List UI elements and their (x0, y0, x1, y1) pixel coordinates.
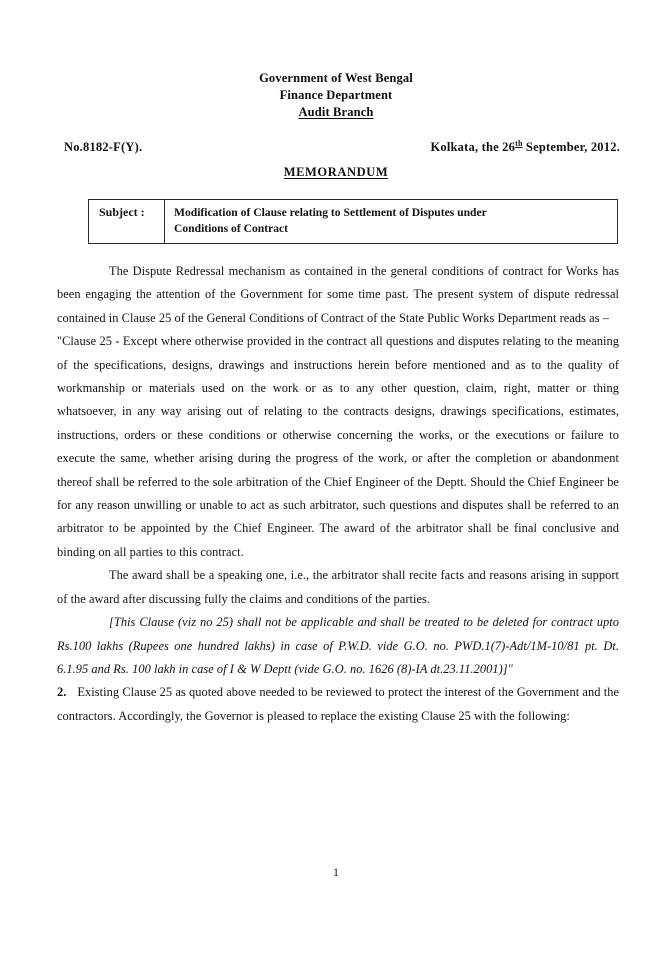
place-and-date (430, 140, 620, 155)
paragraph-item-2 (57, 681, 619, 728)
paragraph-speaking-award: The award shall be a speaking one, i.e., the arbitrator shall recite facts and reasons arising in support of the award after discussing fully the claims and conditions of the parties. (57, 568, 619, 606)
date-ordinal-suffix: th (515, 138, 523, 148)
subject-line-1: Modification of Clause relating to Settlement of Disputes under (174, 206, 487, 219)
paragraph-deletion-note: [This Clause (viz no 25) shall not be applicable and shall be treated to be deleted for contract upto Rs.100 lakhs (Rupees one hundred lakhs) in case of P.W.D. vide G.O. no. PWD.1(7)-Adt/1M-10/81 pt. Dt. 6.1.95 and Rs. 100 lakh in case of I & W Deptt (vide G.O. no. 1626 (8)-IA dt.23.11.2001)]" (57, 615, 619, 676)
place-date-suffix: September, 2012. (522, 140, 620, 154)
letterhead-department-line: Finance Department (279, 88, 393, 102)
paragraph-clause-25: "Clause 25 - Except where otherwise provided in the contract all questions and disputes relating to the meaning of the specifications, designs, drawings and instructions herein before mentioned and as to the quality of workmanship or materials used on the work or as to any other question, claim, right, matter or thing whatsoever, in any way arising out of relating to the contracts designs, drawings specifications, estimates, instructions, orders or these conditions or otherwise concerning the works, or the executions or failure to execute the same, whether arising during the progress of the work, or after the completion or abandonment thereof shall be referred to the sole arbitration of the Chief Engineer of the Deptt. Should the Chief Engineer be for any reason unwilling or unable to act as such arbitrator, such questions and disputes shall be referred to an arbitrator to be appointed by the Chief Engineer. The award of the arbitrator shall be final conclusive and binding on all parties to this contract. (57, 334, 619, 559)
item-2-number: 2. (57, 685, 67, 700)
paragraph-intro: The Dispute Redressal mechanism as contained in the general conditions of contract for Works has been engaging the attention of the Government for some time past. The present system of dispute redressal contained in Clause 25 of the General Conditions of Contract of the State Public Works Department reads as – (57, 264, 619, 325)
reference-row (64, 140, 620, 160)
letterhead (0, 70, 672, 121)
memorandum-heading: MEMORANDUM (283, 165, 389, 179)
page-number: 1 (333, 865, 339, 879)
place-date-prefix: Kolkata, the 26 (430, 140, 516, 154)
subject-text (165, 200, 617, 243)
subject-line-2: Conditions of Contract (174, 222, 289, 235)
letterhead-government-line: Government of West Bengal (259, 71, 413, 85)
letterhead-branch-line: Audit Branch (298, 105, 374, 119)
item-2-text: Existing Clause 25 as quoted above needed to be reviewed to protect the interest of the Government and the contractors. Accordingly, the Governor is pleased to replace the existing Clause 25 with the following: (57, 685, 619, 723)
document-body (57, 260, 619, 728)
subject-label: Subject : (89, 200, 165, 243)
memo-number: No.8182-F(Y). (64, 140, 143, 154)
subject-box (88, 199, 618, 244)
